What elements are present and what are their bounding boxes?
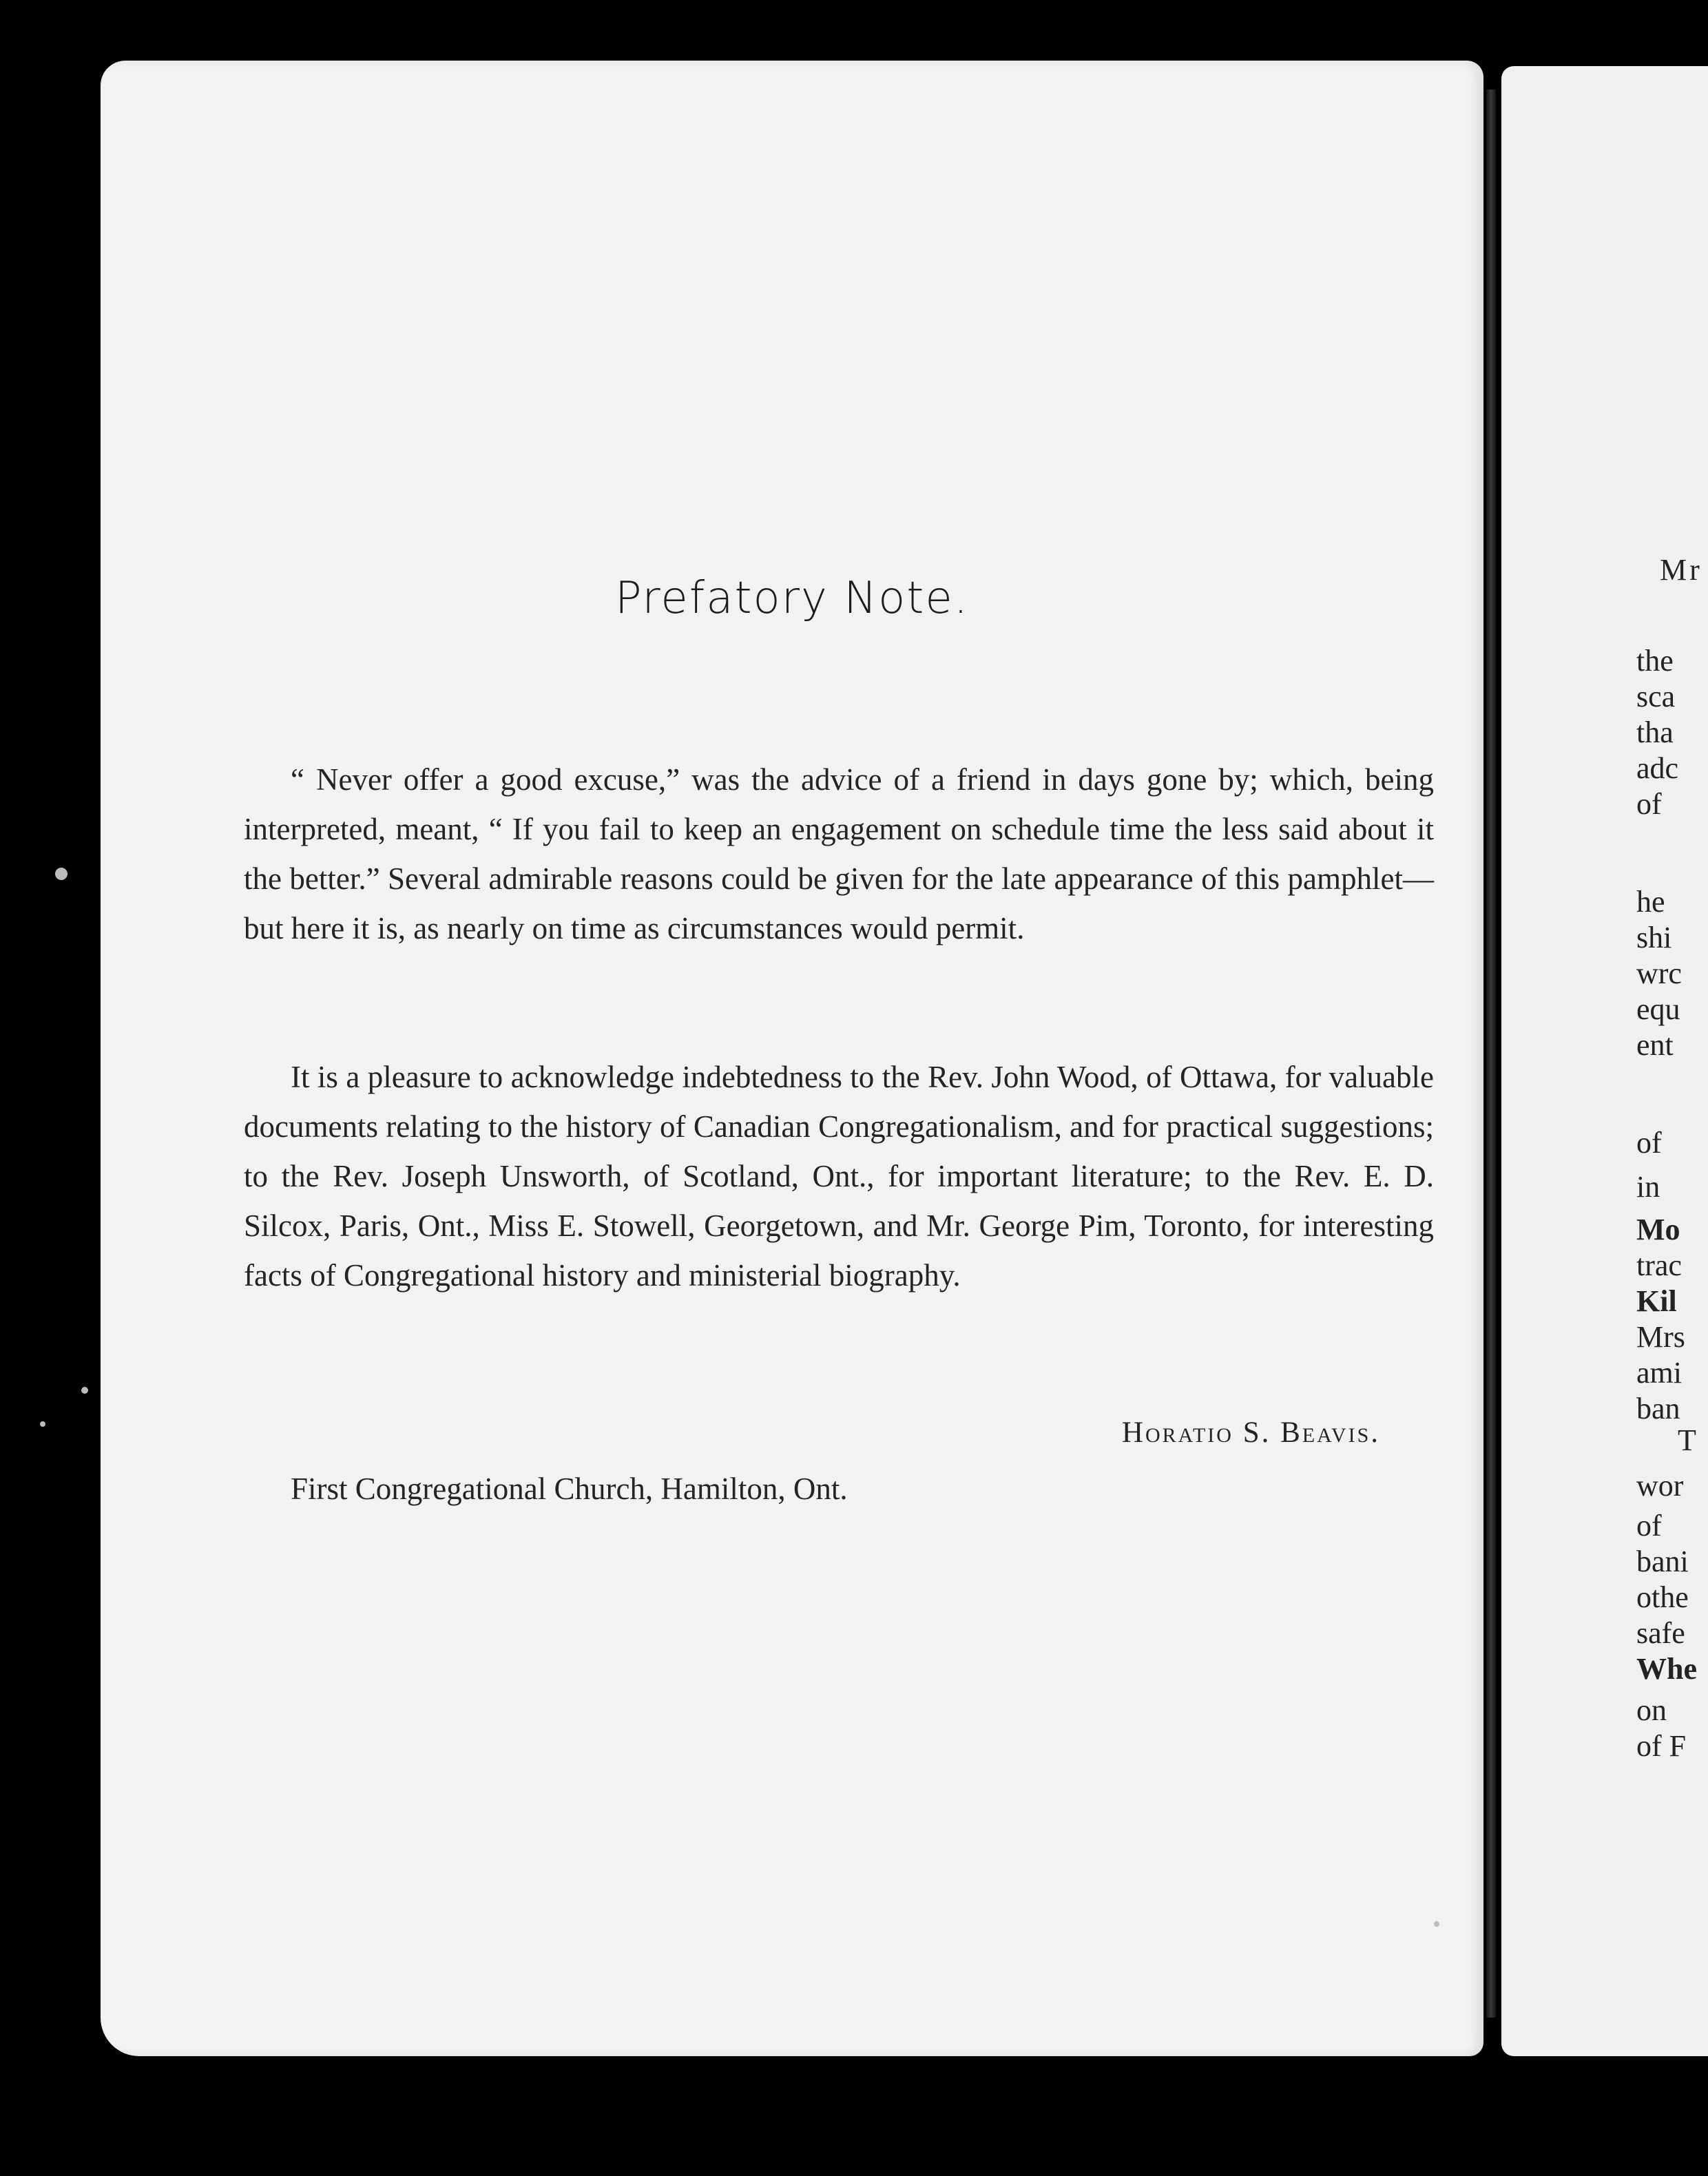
right-page-fragment: tha [1636, 715, 1674, 749]
right-page-fragment: Mrs [1636, 1320, 1685, 1354]
author-signature: Horatio S. Beavis. [1121, 1416, 1380, 1449]
scan-speck [55, 868, 67, 880]
right-page-fragment: adc [1636, 751, 1679, 785]
scan-speck [1434, 1921, 1439, 1927]
right-page-fragment: wor [1636, 1469, 1684, 1503]
right-page-fragment: of F [1636, 1729, 1687, 1763]
right-page-fragment: of [1636, 1126, 1662, 1160]
right-page-fragment: in [1636, 1170, 1660, 1204]
right-page-fragment: othe [1636, 1580, 1689, 1614]
right-page-fragment: wrc [1636, 956, 1682, 990]
right-page-fragment: bani [1636, 1545, 1689, 1578]
right-page-fragment: Mo [1636, 1213, 1680, 1246]
right-page-fragment: the [1636, 644, 1674, 678]
right-page-fragment: ami [1636, 1356, 1682, 1390]
right-page-fragment: on [1636, 1693, 1667, 1727]
right-page-fragment: of [1636, 787, 1662, 821]
right-page-fragment: he [1636, 885, 1665, 919]
page-title: Prefatory Note. [614, 573, 970, 624]
paragraph-2: It is a pleasure to acknowledge indebtedness to the Rev. John Wood, of Ottawa, for valuable documents relating to the history of Canadian Congregationalism, and for practical suggestions; to the Rev. Joseph Unsworth, of Scotland, Ont., for important literature; to the Rev. E. D. Silcox, Paris, Ont., Miss E. Stowell, Georgetown, and Mr. George Pim, Toronto, for interesting facts of Congregational history and ministerial biography. [244, 1060, 1434, 1293]
right-page-fragment: Mr [1660, 553, 1702, 587]
right-page-fragment: trac [1636, 1248, 1682, 1282]
right-page-fragment: Whe [1636, 1652, 1697, 1686]
right-page-fragment: safe [1636, 1616, 1685, 1650]
scan-speck [81, 1387, 88, 1394]
right-page-fragment: sca [1636, 680, 1676, 713]
scan-speck [40, 1421, 45, 1427]
church-line: First Congregational Church, Hamilton, Ont. [291, 1472, 848, 1506]
right-page-fragment: shi [1636, 921, 1672, 954]
right-page-fragment: Kil [1636, 1284, 1677, 1318]
page-gutter [1486, 90, 1496, 2018]
right-page-fragment: of [1636, 1509, 1662, 1542]
right-page-fragment: T [1678, 1423, 1696, 1457]
right-page-fragment: ent [1636, 1028, 1674, 1062]
right-page [1501, 66, 1708, 2056]
paragraph-1: “ Never offer a good excuse,” was the advice of a friend in days gone by; which, being interpreted, meant, “ If you fail to keep an engagement on schedule time the less said about it the better.” Several admirable reasons could be given for the late appearance of this pamphlet—but here it is, as nearly on time as circumstances would permit. [244, 762, 1434, 945]
right-page-fragment: ban [1636, 1392, 1680, 1425]
right-page-fragment: equ [1636, 992, 1680, 1026]
left-page [101, 61, 1483, 2056]
